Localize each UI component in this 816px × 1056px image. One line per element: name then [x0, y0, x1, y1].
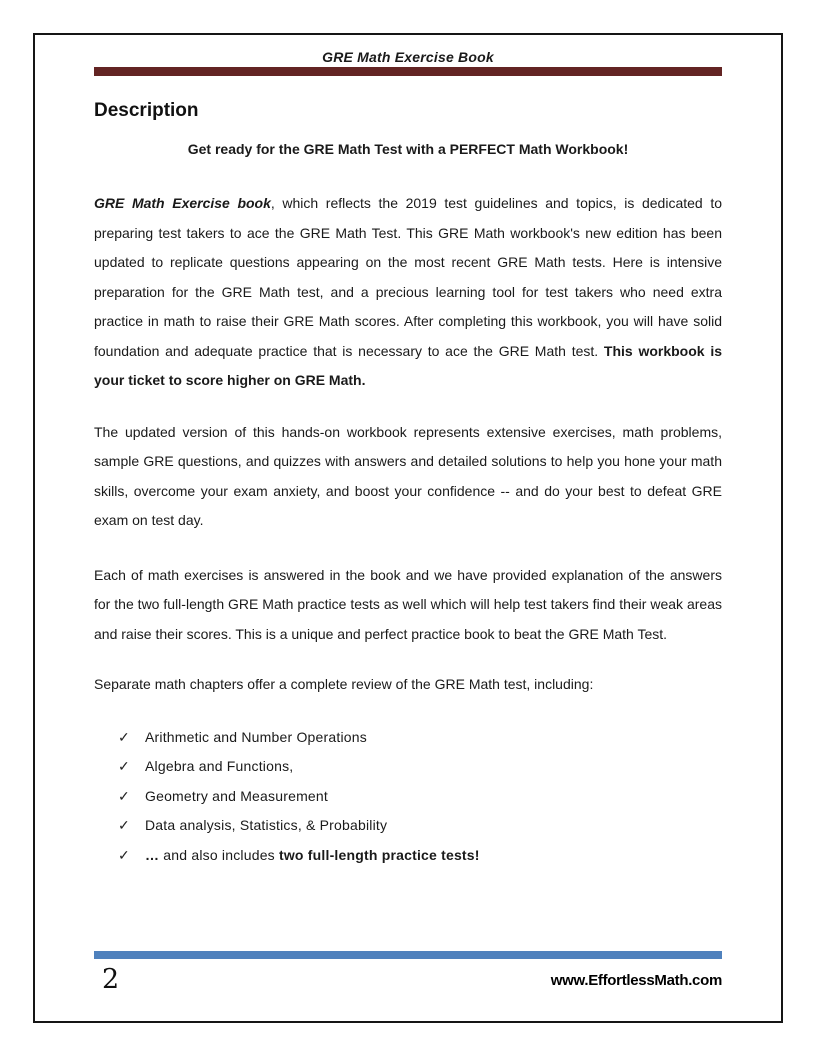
- checklist: [94, 723, 722, 871]
- checkmark-icon: ✓: [118, 846, 130, 863]
- list-item: [118, 752, 722, 782]
- checkmark-icon: ✓: [118, 817, 130, 833]
- list-item: [118, 782, 722, 812]
- paragraph-answers: Each of math exercises is answered in the book and we have provided explanation of the answers for the two full-length GRE Math practice tests as well which will help test takers find their weak areas and raise their scores. This is a unique and perfect practice book to beat the GRE Math Test.: [94, 566, 722, 642]
- section-title: Description: [94, 100, 199, 121]
- list-item-bold: two full-length practice tests!: [278, 846, 480, 863]
- list-item: [118, 811, 722, 841]
- checkmark-icon: ✓: [118, 787, 130, 804]
- paragraph-intro-bold: This workbook is your ticket to score higher on GRE Math.: [94, 342, 722, 388]
- list-item-label: Algebra and Functions,: [145, 758, 294, 774]
- page-footer: [94, 951, 722, 995]
- paragraph-updated-version: The updated version of this hands-on workbook represents extensive exercises, math problems, sample GRE questions, and quizzes with answers and detailed solutions to help you hone your math skills, overcome your exam anxiety, and boost your confidence -- and do your best to defeat GRE exam on test day.: [94, 423, 722, 528]
- header-rule: [94, 67, 722, 76]
- tagline: Get ready for the GRE Math Test with a PERFECT Math Workbook!: [187, 141, 629, 157]
- paragraph-intro: [94, 189, 722, 396]
- list-item-ellipsis-bold: …: [145, 846, 164, 863]
- list-item-label: Arithmetic and Number Operations: [145, 728, 367, 745]
- running-header: [94, 49, 722, 65]
- list-item: [118, 841, 722, 871]
- list-item-label: [145, 841, 480, 871]
- checkmark-icon: ✓: [118, 758, 130, 774]
- running-header-title: GRE Math Exercise Book: [322, 49, 494, 65]
- page-border: [33, 33, 783, 1023]
- paragraph-intro-text: , which reflects the 2019 test guidelines and topics, is dedicated to preparing test takers to ace the GRE Math Test. This GRE Math workbook's new edition has been updated to replicate questions appearing on the most recent GRE Math tests. Here is intensive preparation for the GRE Math test, and a precious learning tool for test takers who need extra practice in math to raise their GRE Math scores. After completing this workbook, you will have solid foundation and adequate practice that is necessary to ace the GRE Math test.: [94, 195, 722, 359]
- footer-row: [94, 965, 722, 995]
- page-number: 2: [102, 964, 120, 995]
- list-item: [118, 723, 722, 753]
- list-item-label: Geometry and Measurement: [145, 787, 328, 804]
- paragraph-chapters: Separate math chapters offer a complete review of the GRE Math test, including:: [94, 676, 594, 692]
- page-content: [94, 35, 722, 870]
- checkmark-icon: ✓: [118, 728, 130, 745]
- book-title-emphasis: GRE Math Exercise book: [94, 195, 271, 211]
- footer-rule: [94, 951, 722, 959]
- list-item-label: Data analysis, Statistics, & Probability: [145, 817, 388, 833]
- list-item-middle: and also includes: [163, 846, 279, 863]
- footer-site-url: www.EffortlessMath.com: [550, 972, 722, 989]
